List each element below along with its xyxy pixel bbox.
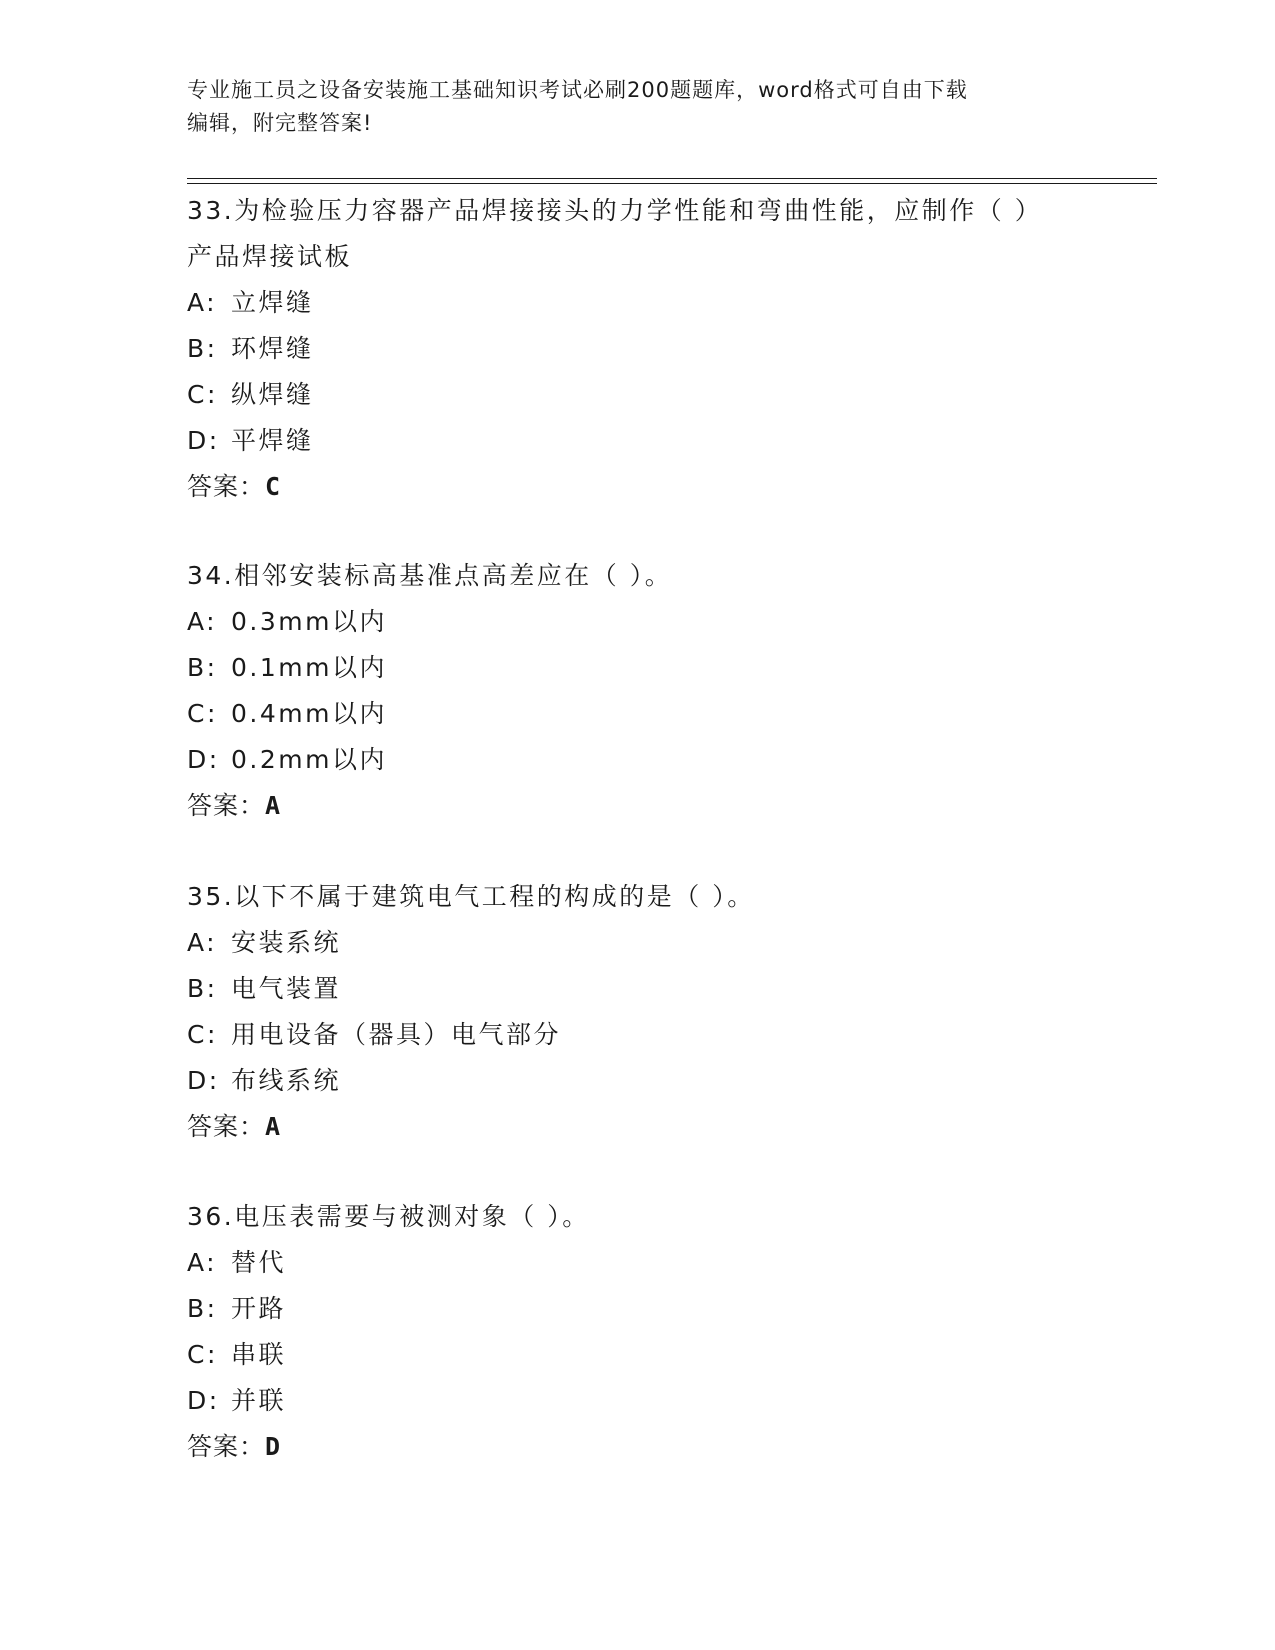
option-text: 0.4mm以内 bbox=[231, 699, 387, 728]
option-letter: D: bbox=[187, 1066, 220, 1095]
option-c bbox=[187, 372, 1067, 418]
option-b bbox=[187, 326, 1067, 372]
option-c bbox=[187, 691, 1067, 737]
option-text: 串联 bbox=[231, 1340, 287, 1369]
option-d bbox=[187, 737, 1067, 783]
answer-value: A bbox=[265, 791, 282, 820]
option-d bbox=[187, 418, 1067, 464]
answer-line bbox=[187, 1424, 1067, 1470]
option-letter: A: bbox=[187, 928, 218, 957]
option-text: 环焊缝 bbox=[231, 334, 314, 363]
option-letter: A: bbox=[187, 1248, 218, 1277]
option-text: 0.1mm以内 bbox=[231, 653, 387, 682]
answer-line bbox=[187, 1104, 1067, 1150]
option-letter: C: bbox=[187, 380, 218, 409]
question-35 bbox=[187, 874, 1067, 1150]
answer-value: C bbox=[265, 472, 282, 501]
question-text: 35.以下不属于建筑电气工程的构成的是（ ）。 bbox=[187, 882, 755, 911]
option-a bbox=[187, 920, 1067, 966]
option-text: 用电设备（器具）电气部分 bbox=[231, 1020, 562, 1049]
option-letter: D: bbox=[187, 745, 220, 774]
answer-label: 答案： bbox=[187, 1432, 266, 1461]
option-b bbox=[187, 1286, 1067, 1332]
option-letter: C: bbox=[187, 699, 218, 728]
answer-label: 答案： bbox=[187, 472, 266, 501]
option-text: 平焊缝 bbox=[231, 426, 314, 455]
answer-value: D bbox=[265, 1432, 282, 1461]
option-text: 0.2mm以内 bbox=[231, 745, 387, 774]
option-text: 纵焊缝 bbox=[231, 380, 314, 409]
option-c bbox=[187, 1332, 1067, 1378]
option-letter: A: bbox=[187, 288, 218, 317]
question-33 bbox=[187, 188, 1067, 510]
question-text: 33.为检验压力容器产品焊接接头的力学性能和弯曲性能，应制作（ ）产品焊接试板 bbox=[187, 196, 1043, 271]
option-b bbox=[187, 645, 1067, 691]
question-34 bbox=[187, 553, 1067, 829]
option-a bbox=[187, 599, 1067, 645]
option-text: 布线系统 bbox=[231, 1066, 342, 1095]
option-letter: C: bbox=[187, 1340, 218, 1369]
question-text: 34.相邻安装标高基准点高差应在（ ）。 bbox=[187, 561, 673, 590]
answer-label: 答案： bbox=[187, 1112, 266, 1141]
answer-value: A bbox=[265, 1112, 282, 1141]
option-b bbox=[187, 966, 1067, 1012]
header-title-line-2: 编辑，附完整答案! bbox=[187, 111, 373, 135]
header-divider-bottom bbox=[187, 183, 1157, 184]
header-title-line-1: 专业施工员之设备安装施工基础知识考试必刷200题题库，word格式可自由下载 bbox=[187, 78, 968, 102]
answer-line bbox=[187, 464, 1067, 510]
option-a bbox=[187, 280, 1067, 326]
option-letter: B: bbox=[187, 974, 218, 1003]
option-text: 0.3mm以内 bbox=[231, 607, 387, 636]
option-letter: A: bbox=[187, 607, 218, 636]
option-letter: B: bbox=[187, 1294, 218, 1323]
option-text: 电气装置 bbox=[231, 974, 342, 1003]
option-letter: B: bbox=[187, 334, 218, 363]
option-letter: D: bbox=[187, 1386, 220, 1415]
option-d bbox=[187, 1378, 1067, 1424]
question-36 bbox=[187, 1194, 1067, 1470]
option-text: 替代 bbox=[231, 1248, 287, 1277]
answer-label: 答案： bbox=[187, 791, 266, 820]
option-text: 并联 bbox=[231, 1386, 287, 1415]
option-d bbox=[187, 1058, 1067, 1104]
option-letter: C: bbox=[187, 1020, 218, 1049]
option-text: 立焊缝 bbox=[231, 288, 314, 317]
header-divider-top bbox=[187, 178, 1157, 179]
question-text: 36.电压表需要与被测对象（ ）。 bbox=[187, 1202, 590, 1231]
answer-line bbox=[187, 783, 1067, 829]
option-letter: D: bbox=[187, 426, 220, 455]
option-text: 开路 bbox=[231, 1294, 287, 1323]
option-text: 安装系统 bbox=[231, 928, 342, 957]
option-c bbox=[187, 1012, 1067, 1058]
document-header bbox=[187, 74, 1087, 140]
option-letter: B: bbox=[187, 653, 218, 682]
option-a bbox=[187, 1240, 1067, 1286]
